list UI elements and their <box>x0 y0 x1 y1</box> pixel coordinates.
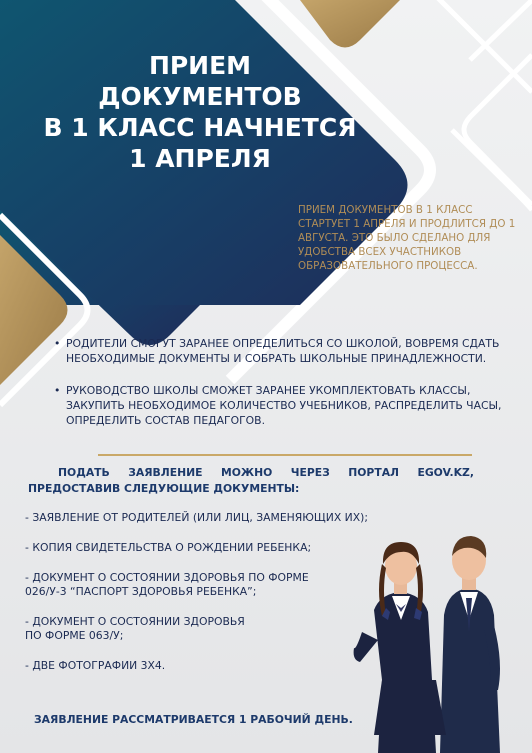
document-line: 026/У-3 “ПАСПОРТ ЗДОРОВЬЯ РЕБЕНКА”; <box>25 585 257 598</box>
document-line: - КОПИЯ СВИДЕТЕЛЬСТВА О РОЖДЕНИИ РЕБЕНКА; <box>25 541 312 554</box>
document-item <box>25 659 385 673</box>
girl-figure <box>354 542 446 753</box>
document-line: - ДВЕ ФОТОГРАФИИ 3Х4. <box>25 659 166 672</box>
document-item <box>25 541 385 555</box>
bullet-icon: • <box>54 384 61 397</box>
document-line: ПО ФОРМЕ 063/У; <box>25 629 124 642</box>
benefit-text: РУКОВОДСТВО ШКОЛЫ СМОЖЕТ ЗАРАНЕЕ УКОМПЛЕКТОВАТЬ КЛАССЫ, ЗАКУПИТЬ НЕОБХОДИМОЕ КОЛИЧЕСТВО УЧЕБНИКОВ, РАСПРЕДЕЛИТЬ ЧАСЫ, ОПРЕДЕЛИТЬ СОСТАВ ПЕДАГОГОВ. <box>66 384 502 427</box>
application-heading-line2: ПРЕДОСТАВИВ СЛЕДУЮЩИЕ ДОКУМЕНТЫ: <box>28 482 300 495</box>
schoolchildren-illustration <box>352 520 532 753</box>
benefit-item <box>52 336 512 366</box>
application-heading-line1 <box>28 465 474 481</box>
document-item <box>25 615 385 643</box>
title-line: В 1 КЛАСС НАЧНЕТСЯ <box>43 113 357 142</box>
footer-note: ЗАЯВЛЕНИЕ РАССМАТРИВАЕТСЯ 1 РАБОЧИЙ ДЕНЬ. <box>34 713 353 726</box>
heading-word: ПОДАТЬ <box>58 466 110 479</box>
intro-text: ПРИЕМ ДОКУМЕНТОВ В 1 КЛАСС СТАРТУЕТ 1 АПРЕЛЯ И ПРОДЛИТСЯ ДО 1 АВГУСТА. ЭТО БЫЛО СДЕЛАНО ДЛЯ УДОБСТВА ВСЕХ УЧАСТНИКОВ ОБРАЗОВАТЕЛЬНОГО ПРОЦЕССА. <box>298 204 516 272</box>
benefits-list <box>52 336 512 445</box>
document-line: - ЗАЯВЛЕНИЕ ОТ РОДИТЕЛЕЙ (ИЛИ ЛИЦ, ЗАМЕНЯЮЩИХ ИХ); <box>25 511 368 524</box>
document-item <box>25 511 385 525</box>
heading-word: ЧЕРЕЗ <box>290 466 330 479</box>
heading-word: ЗАЯВЛЕНИЕ <box>128 466 203 479</box>
title-line: ДОКУМЕНТОВ <box>98 82 302 111</box>
bullet-icon: • <box>54 337 61 350</box>
heading-word: ПОРТАЛ <box>348 466 400 479</box>
document-line: - ДОКУМЕНТ О СОСТОЯНИИ ЗДОРОВЬЯ <box>25 615 245 628</box>
benefit-item <box>52 383 512 428</box>
portal-name: EGOV.KZ, <box>417 466 474 479</box>
document-line: - ДОКУМЕНТ О СОСТОЯНИИ ЗДОРОВЬЯ ПО ФОРМЕ <box>25 571 309 584</box>
title-line: 1 АПРЕЛЯ <box>129 144 271 173</box>
application-heading <box>28 465 474 497</box>
heading-word: МОЖНО <box>220 466 273 479</box>
title-line: ПРИЕМ <box>148 51 252 80</box>
document-item <box>25 571 385 599</box>
benefit-text: РОДИТЕЛИ СМОГУТ ЗАРАНЕЕ ОПРЕДЕЛИТЬСЯ СО ШКОЛОЙ, ВОВРЕМЯ СДАТЬ НЕОБХОДИМЫЕ ДОКУМЕНТЫ И СОБРАТЬ ШКОЛЬНЫЕ ПРИНАДЛЕЖНОСТИ. <box>66 337 500 365</box>
poster-title <box>0 50 400 174</box>
documents-list <box>25 511 385 689</box>
gold-divider <box>98 454 472 456</box>
boy-figure <box>440 536 500 753</box>
